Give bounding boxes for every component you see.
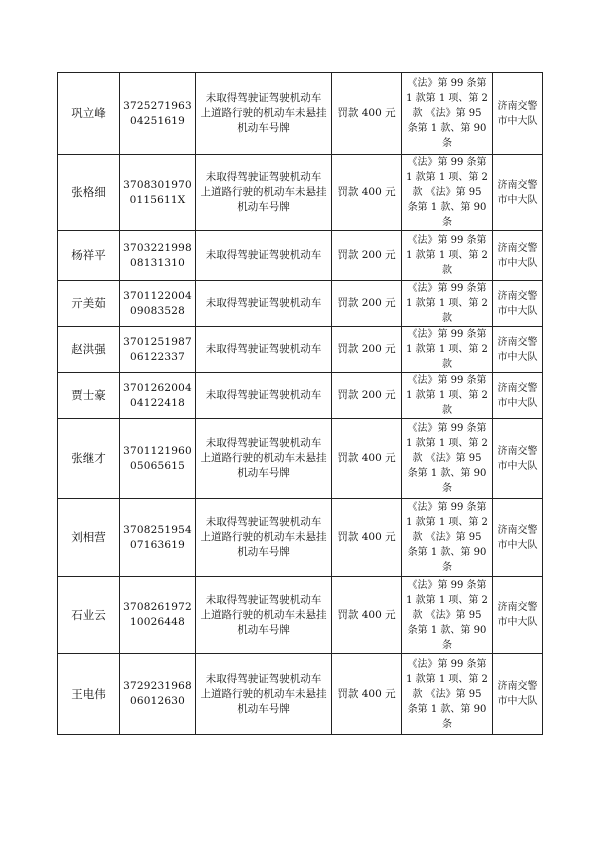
cell-penalty <box>332 327 402 373</box>
table-row <box>58 327 543 373</box>
table-row <box>58 499 543 577</box>
cell-penalty <box>332 419 402 499</box>
cell-department <box>493 373 543 419</box>
cell-department-text: 济南交警 市中大队 <box>497 524 538 551</box>
cell-id-number-text: 3708301970 0115611X <box>123 178 192 206</box>
cell-id-number <box>120 281 196 327</box>
cell-id-number-text: 3701121960 05065615 <box>123 444 192 472</box>
cell-department-text: 济南交警 市中大队 <box>497 681 538 707</box>
table-row <box>58 419 543 499</box>
cell-department <box>493 155 543 231</box>
cell-name-text: 贾士豪 <box>71 388 106 402</box>
cell-id-number-text: 3729231968 06012630 <box>123 680 192 707</box>
cell-penalty <box>332 373 402 419</box>
cell-penalty <box>332 281 402 327</box>
records-table-body <box>58 73 543 735</box>
cell-department <box>493 419 543 499</box>
table-row <box>58 73 543 155</box>
cell-department <box>493 654 543 735</box>
cell-legal-basis <box>402 73 493 155</box>
cell-name <box>58 155 120 231</box>
cell-violation <box>196 577 332 654</box>
cell-violation <box>196 373 332 419</box>
cell-violation <box>196 327 332 373</box>
cell-violation-text: 未取得驾驶证驾驶机动车 上道路行驶的机动车未悬挂 机动车号牌 <box>200 593 327 636</box>
cell-legal-basis <box>402 373 493 419</box>
cell-penalty-text: 罚款 200 元 <box>337 389 396 401</box>
cell-legal-basis <box>402 281 493 327</box>
cell-id-number-text: 3701262004 04122418 <box>123 381 192 409</box>
cell-name-text: 杨祥平 <box>71 248 106 262</box>
cell-id-number-text: 3701251987 06122337 <box>123 335 192 363</box>
table-row <box>58 577 543 654</box>
cell-id-number-text: 3701122004 09083528 <box>123 289 192 317</box>
cell-penalty <box>332 231 402 281</box>
cell-violation-text: 未取得驾驶证驾驶机动车 上道路行驶的机动车未悬挂 机动车号牌 <box>200 437 327 479</box>
cell-id-number <box>120 419 196 499</box>
cell-id-number <box>120 654 196 735</box>
cell-name-text: 赵洪强 <box>71 342 106 356</box>
cell-name-text: 王电伟 <box>71 686 106 701</box>
cell-id-number <box>120 499 196 577</box>
cell-id-number-text: 3708261972 10026448 <box>123 601 192 628</box>
cell-department-text: 济南交警 市中大队 <box>497 336 538 363</box>
cell-name <box>58 654 120 735</box>
cell-department-text: 济南交警 市中大队 <box>497 290 538 317</box>
cell-violation <box>196 281 332 327</box>
cell-name-text: 刘相营 <box>71 530 106 544</box>
cell-violation-text: 未取得驾驶证驾驶机动车 <box>205 297 322 309</box>
cell-id-number <box>120 373 196 419</box>
cell-legal-basis-text: 《法》第 99 条第 1 款第 1 项、第 2 款 <box>406 235 488 276</box>
cell-legal-basis-text: 《法》第 99 条第 1 款第 1 项、第 2 款 <box>406 283 488 324</box>
cell-department-text: 济南交警 市中大队 <box>497 242 538 269</box>
cell-penalty-text: 罚款 400 元 <box>337 531 396 543</box>
cell-department-text: 济南交警 市中大队 <box>497 100 538 127</box>
cell-legal-basis-text: 《法》第 99 条第 1 款第 1 项、第 2 款 《法》第 95 条第 1 款、第 90 条 <box>406 78 488 149</box>
cell-id-number <box>120 73 196 155</box>
cell-violation-text: 未取得驾驶证驾驶机动车 <box>205 389 322 401</box>
cell-name-text: 石业云 <box>71 607 106 622</box>
cell-penalty-text: 罚款 400 元 <box>337 608 396 621</box>
cell-penalty-text: 罚款 400 元 <box>337 687 396 700</box>
cell-penalty <box>332 577 402 654</box>
cell-legal-basis <box>402 654 493 735</box>
cell-name <box>58 499 120 577</box>
cell-violation-text: 未取得驾驶证驾驶机动车 上道路行驶的机动车未悬挂 机动车号牌 <box>200 516 327 558</box>
cell-penalty <box>332 155 402 231</box>
cell-penalty-text: 罚款 200 元 <box>337 343 396 355</box>
cell-name <box>58 327 120 373</box>
cell-legal-basis-text: 《法》第 99 条第 1 款第 1 项、第 2 款 <box>406 329 488 370</box>
cell-legal-basis <box>402 419 493 499</box>
cell-name <box>58 419 120 499</box>
table-row <box>58 155 543 231</box>
cell-violation <box>196 654 332 735</box>
cell-id-number-text: 3725271963 04251619 <box>123 99 192 127</box>
cell-penalty <box>332 654 402 735</box>
cell-legal-basis-text: 《法》第 99 条第 1 款第 1 项、第 2 款 《法》第 95 条第 1 款、第 90 条 <box>406 658 488 730</box>
cell-violation <box>196 73 332 155</box>
cell-department <box>493 499 543 577</box>
cell-violation <box>196 155 332 231</box>
cell-name-text: 张继才 <box>71 451 106 465</box>
cell-department-text: 济南交警 市中大队 <box>497 445 538 472</box>
cell-name <box>58 373 120 419</box>
cell-legal-basis-text: 《法》第 99 条第 1 款第 1 项、第 2 款 《法》第 95 条第 1 款、第 90 条 <box>406 579 488 651</box>
cell-department <box>493 577 543 654</box>
cell-id-number-text: 3708251954 07163619 <box>123 523 192 551</box>
cell-legal-basis-text: 《法》第 99 条第 1 款第 1 项、第 2 款 《法》第 95 条第 1 款、第 90 条 <box>406 502 488 573</box>
cell-name <box>58 231 120 281</box>
cell-department <box>493 281 543 327</box>
cell-name <box>58 577 120 654</box>
cell-name-text: 亓美茹 <box>71 296 106 310</box>
cell-department-text: 济南交警 市中大队 <box>497 602 538 628</box>
cell-penalty-text: 罚款 400 元 <box>337 186 396 198</box>
cell-id-number <box>120 577 196 654</box>
cell-violation-text: 未取得驾驶证驾驶机动车 <box>205 249 322 261</box>
cell-penalty <box>332 73 402 155</box>
cell-violation <box>196 499 332 577</box>
cell-legal-basis <box>402 231 493 281</box>
cell-penalty-text: 罚款 400 元 <box>337 452 396 464</box>
cell-violation-text: 未取得驾驶证驾驶机动车 上道路行驶的机动车未悬挂 机动车号牌 <box>200 672 327 715</box>
cell-penalty-text: 罚款 200 元 <box>337 249 396 261</box>
cell-violation-text: 未取得驾驶证驾驶机动车 上道路行驶的机动车未悬挂 机动车号牌 <box>200 171 327 213</box>
cell-penalty-text: 罚款 400 元 <box>337 107 396 119</box>
cell-department-text: 济南交警 市中大队 <box>497 382 538 409</box>
cell-name-text: 巩立峰 <box>71 106 106 120</box>
cell-department <box>493 73 543 155</box>
table-row <box>58 654 543 735</box>
cell-legal-basis-text: 《法》第 99 条第 1 款第 1 项、第 2 款 《法》第 95 条第 1 款、第 90 条 <box>406 423 488 494</box>
cell-department <box>493 231 543 281</box>
cell-id-number <box>120 327 196 373</box>
cell-penalty <box>332 499 402 577</box>
cell-violation <box>196 231 332 281</box>
cell-legal-basis <box>402 155 493 231</box>
cell-legal-basis <box>402 499 493 577</box>
cell-legal-basis-text: 《法》第 99 条第 1 款第 1 项、第 2 款 <box>406 375 488 416</box>
cell-department-text: 济南交警 市中大队 <box>497 179 538 206</box>
cell-penalty-text: 罚款 200 元 <box>337 297 396 309</box>
cell-id-number <box>120 231 196 281</box>
cell-name <box>58 281 120 327</box>
cell-legal-basis <box>402 327 493 373</box>
cell-name <box>58 73 120 155</box>
penalty-records-table <box>57 72 543 735</box>
table-row <box>58 281 543 327</box>
cell-id-number <box>120 155 196 231</box>
table-row <box>58 373 543 419</box>
cell-violation-text: 未取得驾驶证驾驶机动车 上道路行驶的机动车未悬挂 机动车号牌 <box>200 92 327 134</box>
cell-violation-text: 未取得驾驶证驾驶机动车 <box>205 343 322 355</box>
cell-legal-basis-text: 《法》第 99 条第 1 款第 1 项、第 2 款 《法》第 95 条第 1 款、第 90 条 <box>406 157 488 228</box>
cell-id-number-text: 3703221998 08131310 <box>123 241 192 269</box>
cell-legal-basis <box>402 577 493 654</box>
cell-department <box>493 327 543 373</box>
cell-name-text: 张格细 <box>71 185 106 199</box>
table-row <box>58 231 543 281</box>
cell-violation <box>196 419 332 499</box>
